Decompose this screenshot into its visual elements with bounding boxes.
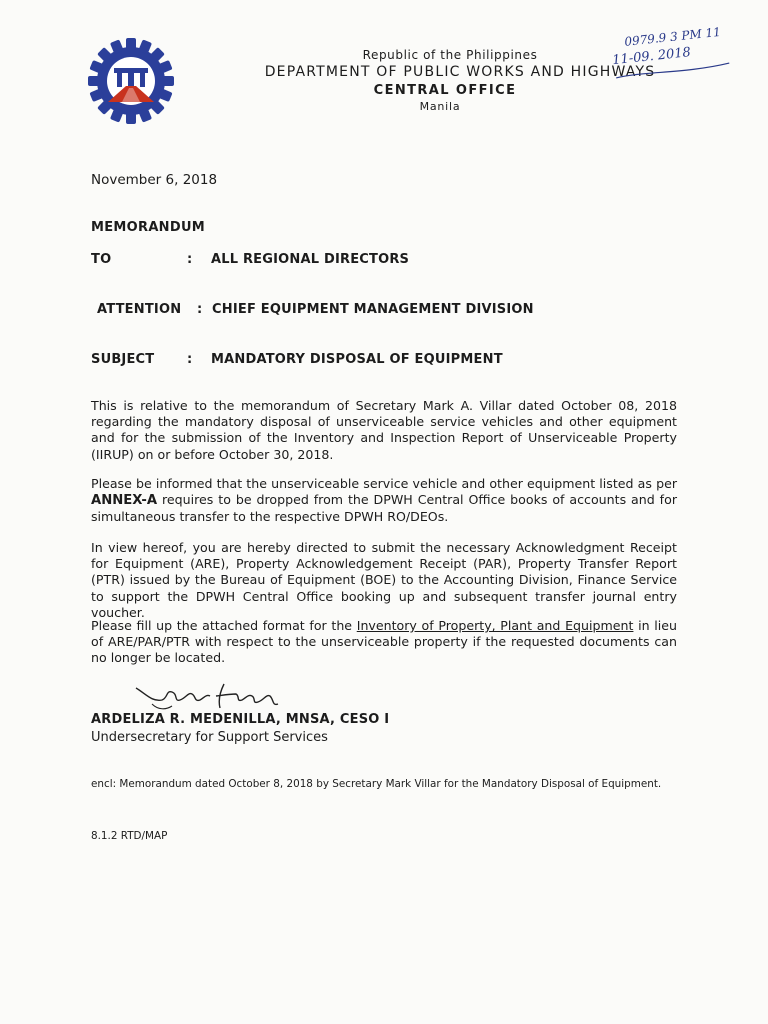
department-name: DEPARTMENT OF PUBLIC WORKS AND HIGHWAYS bbox=[264, 64, 656, 80]
paragraph-4-rest: in lieu of ARE/PAR/PTR with respect to the unserviceable property if the requested documents can no longer be located. bbox=[91, 618, 677, 666]
republic-line: Republic of the Philippines bbox=[362, 48, 538, 62]
attention-colon: : bbox=[197, 302, 203, 317]
attention-label: ATTENTION bbox=[97, 302, 182, 317]
to-row bbox=[91, 252, 691, 270]
paragraph-2-intro: Please be informed that the unserviceable service vehicle and other equipment listed as per bbox=[91, 476, 677, 491]
subject-label: SUBJECT bbox=[91, 352, 155, 367]
paragraph-3: In view hereof, you are hereby directed to submit the necessary Acknowledgment Receipt for Equipment (ARE), Property Acknowledgement Receipt (PAR), Property Transfer Report (PTR) issued by the Bureau of Equipment (BOE) to the Accounting Division, Finance Service to support the DPWH Central Office booking up and subsequent transfer journal entry voucher. bbox=[91, 540, 677, 620]
to-label: TO bbox=[91, 252, 112, 267]
enclosure-note: encl: Memorandum dated October 8, 2018 by Secretary Mark Villar for the Mandatory Disposal of Equipment. bbox=[91, 778, 662, 790]
attention-value: CHIEF EQUIPMENT MANAGEMENT DIVISION bbox=[212, 302, 534, 317]
signatory-name: ARDELIZA R. MEDENILLA, MNSA, CESO I bbox=[91, 712, 390, 727]
signatory-title: Undersecretary for Support Services bbox=[91, 730, 328, 745]
annex-reference: ANNEX-A bbox=[91, 493, 158, 509]
dpwh-seal-logo bbox=[88, 38, 174, 124]
city-name: Manila bbox=[419, 100, 461, 113]
to-colon: : bbox=[187, 252, 193, 267]
signature-icon bbox=[132, 680, 292, 716]
stamp-line-2: 11-09. 2018 bbox=[611, 45, 692, 69]
received-stamp bbox=[610, 22, 735, 86]
paragraph-2 bbox=[91, 476, 677, 526]
office-name: CENTRAL OFFICE bbox=[373, 83, 517, 98]
reference-code: 8.1.2 RTD/MAP bbox=[91, 830, 168, 842]
to-value: ALL REGIONAL DIRECTORS bbox=[211, 252, 410, 267]
gear-seal-icon bbox=[88, 38, 174, 124]
paragraph-1: This is relative to the memorandum of Secretary Mark A. Villar dated October 08, 2018 regarding the mandatory disposal of unserviceable service vehicles and other equipment and for the submission of the Inventory and Inspection Report of Unserviceable Property (IIRUP) on or before October 30, 2018. bbox=[91, 398, 677, 462]
stamp-line-1: 0979.9 3 PM 11 bbox=[623, 24, 722, 49]
paragraph-4 bbox=[91, 618, 677, 667]
subject-colon: : bbox=[187, 352, 193, 367]
subject-row bbox=[91, 352, 691, 370]
memo-heading: MEMORANDUM bbox=[91, 220, 206, 235]
handwritten-signature bbox=[132, 680, 292, 716]
paragraph-4-intro: Please fill up the attached format for the bbox=[91, 618, 353, 633]
inventory-format-reference: Inventory of Property, Plant and Equipment bbox=[356, 618, 634, 633]
subject-value: MANDATORY DISPOSAL OF EQUIPMENT bbox=[211, 352, 503, 367]
attention-row bbox=[97, 302, 697, 320]
memo-date: November 6, 2018 bbox=[91, 172, 218, 188]
paragraph-2-rest: requires to be dropped from the DPWH Central Office books of accounts and for simultaneous transfer to the respective DPWH RO/DEOs. bbox=[91, 492, 677, 525]
